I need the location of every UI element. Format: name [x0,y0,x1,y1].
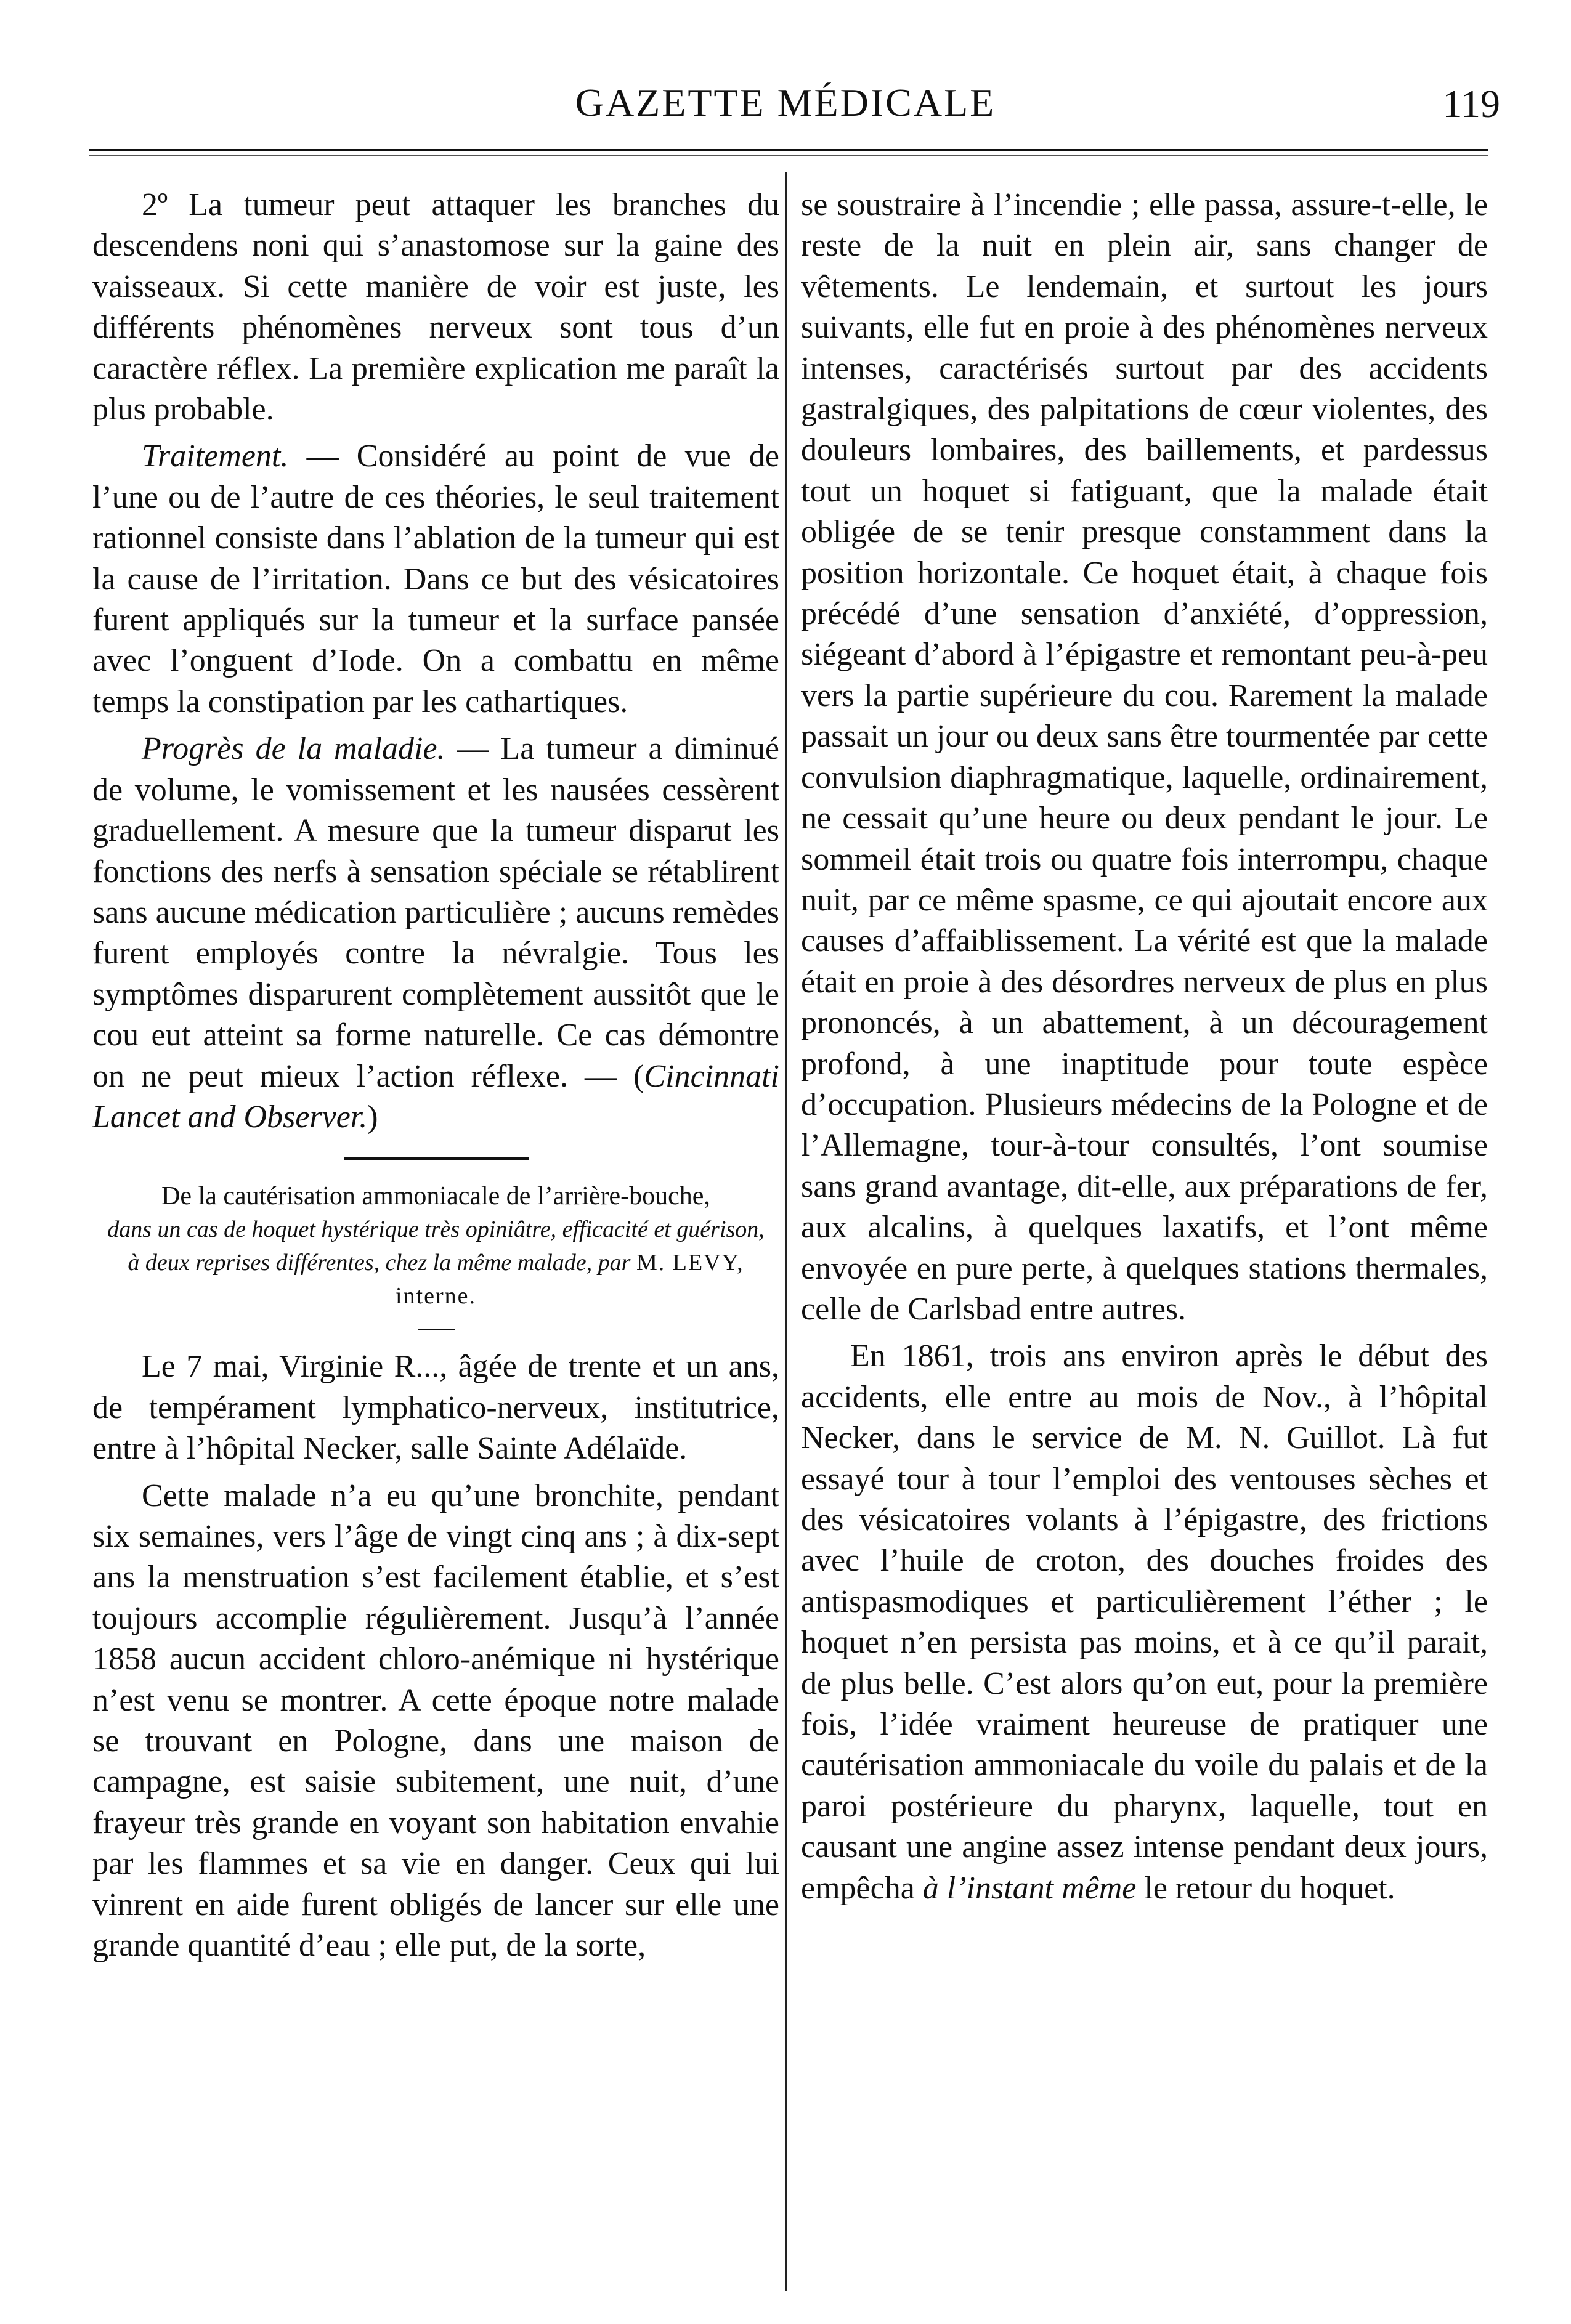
paragraph [801,1336,1488,1909]
right-column [801,185,1488,1915]
paragraph-text: En 1861, trois ans environ après le début des accidents, elle entre au mois de Nov., à l’hôpital Necker, dans le service de M. N. Guillot. Là fut essayé tour à tour l’emploi des ventouses sèches et des vésicatoires volants à l’épigastre, des frictions avec l’huile de croton, des douches froides des antispasmodiques et particulièrement l’éther ; le hoquet n’en persista pas moins, et à ce qu’il parait, de plus belle. C’est alors qu’on eut, pour la première fois, l’idée vraiment heureuse de pratiquer une cautérisation ammoniacale du voile du palais et de la paroi postérieure du pharynx, laquelle, tout en causant une angine assez intense pendant deux jours, empêcha [801,1338,1488,1906]
header-rule-thin [89,155,1488,156]
article-author: M. LEVY, interne. [395,1250,744,1310]
article-subtitle-text: dans un cas de hoquet hystérique très opiniâtre, efficacité et guérison, à deux reprises différentes, chez la même malade, par [107,1217,765,1276]
left-column [92,185,779,1972]
paragraph-text: Cette malade n’a eu qu’une bronchite, pendant six semaines, vers l’âge de vingt cinq ans ; à dix-sept ans la menstruation s’est facilement établie, et s’est toujours accomplie régulièrement. Jusqu’à l’année 1858 aucun accident chloro-anémique ni hystérique n’est venu se montrer. A cette époque notre malade se trouvant en Pologne, dans une maison de campagne, est saisie subitement, une nuit, d’une frayeur très grande en voyant son habitation envahie par les flammes et sa vie en danger. Ceux qui lui vinrent en aide furent obligés de lancer sur elle une grande quantité d’eau ; elle put, de la sorte, [92,1478,779,1964]
short-separator [418,1329,455,1330]
paragraph-treatment [92,436,779,723]
article-separator [344,1157,529,1160]
running-title: GAZETTE MÉDICALE [575,81,996,124]
source-citation: Cincinnati Lancet and Observer. [92,1058,779,1135]
paragraph-progress [92,729,779,1138]
paragraph-text: se soustraire à l’incendie ; elle passa, assure-t-elle, le reste de la nuit en plein air, sans changer de vêtements. Le lendemain, et surtout les jours suivants, elle fut en proie à des phénomènes nerveux intenses, caractérisés surtout par des accidents gastralgiques, des palpitations de cœur violentes, des douleurs lombaires, des baillements, et pardessus tout un hoquet si fatiguant, que la malade était obligée de se tenir presque constamment dans la position horizontale. Ce hoquet était, à chaque fois précédé d’une sensation d’anxiété, d’oppression, siégeant d’abord à l’épigastre et remontant peu-à-peu vers la partie supérieure du cou. Rarement la malade passait un jour ou deux sans être tourmentée par cette convulsion diaphragmatique, laquelle, ordinairement, ne cessait qu’une heure ou deux pendant le jour. Le sommeil était trois ou quatre fois interrompu, chaque nuit, par ce même spasme, ce qui ajoutait encore aux causes d’affaiblissement. La vérité est que la malade était en proie à des désordres nerveux de plus en plus prononcés, à un abattement, à un découragement profond, à une inaptitude pour toute espèce d’occupation. Plusieurs médecins de la Pologne et de l’Allemagne, tour-à-tour consultés, l’ont soumise sans grand avantage, dit-elle, aux préparations de fer, aux alcalins, à quelques laxatifs, et l’ont même envoyée en pure perte, à quelques stations thermales, celle de Carlsbad entre autres. [801,187,1488,1327]
page-number: 119 [1442,82,1500,126]
paragraph [92,185,779,430]
article-subtitle [99,1213,773,1313]
paragraph-text: Le 7 mai, Virginie R..., âgée de trente et un ans, de tempérament lymphatico-nerveux, institutrice, entre à l’hôpital Necker, salle Sainte Adélaïde. [92,1349,779,1467]
section-lead: Progrès de la maladie. [142,731,445,767]
paragraph-text: 2º La tumeur peut attaquer les branches du descendens noni qui s’anastomose sur la gaine des vaisseaux. Si cette manière de voir est juste, les différents phénomènes nerveux sont tous d’un caractère réflex. La première explication me paraît la plus probable. [92,187,779,427]
paragraph-text: — Considéré au point de vue de l’une ou de l’autre de ces théories, le seul traitement rationnel consiste dans l’ablation de la tumeur qui est la cause de l’irritation. Dans ce but des vésicatoires furent appliqués sur la tumeur et la surface pansée avec l’onguent d’Iode. On a combattu en même temps la constipation par les cathartiques. [92,439,779,719]
page-header [0,80,1571,136]
header-rule [89,149,1488,151]
paragraph-text: ) [367,1099,378,1135]
article-title: De la cautérisation ammoniacale de l’arrière-bouche, [161,1182,710,1211]
paragraph [92,1346,779,1469]
paragraph-text: — La tumeur a diminué de volume, le vomissement et les nausées cessèrent graduellement. A mesure que la tumeur disparut les fonctions des nerfs à sensation spéciale se rétablirent sans aucune médication particulière ; aucuns remèdes furent employés contre la névralgie. Tous les symptômes disparurent complètement aussitôt que le cou eut atteint sa forme naturelle. Ce cas démontre on ne peut mieux l’action réflexe. — ( [92,731,779,1094]
paragraph-text: le retour du hoquet. [1136,1870,1395,1906]
paragraph [801,185,1488,1330]
section-lead: Traitement. [142,439,289,474]
column-divider [786,172,787,2291]
paragraph [92,1476,779,1967]
emphasis: à l’instant même [922,1870,1137,1906]
